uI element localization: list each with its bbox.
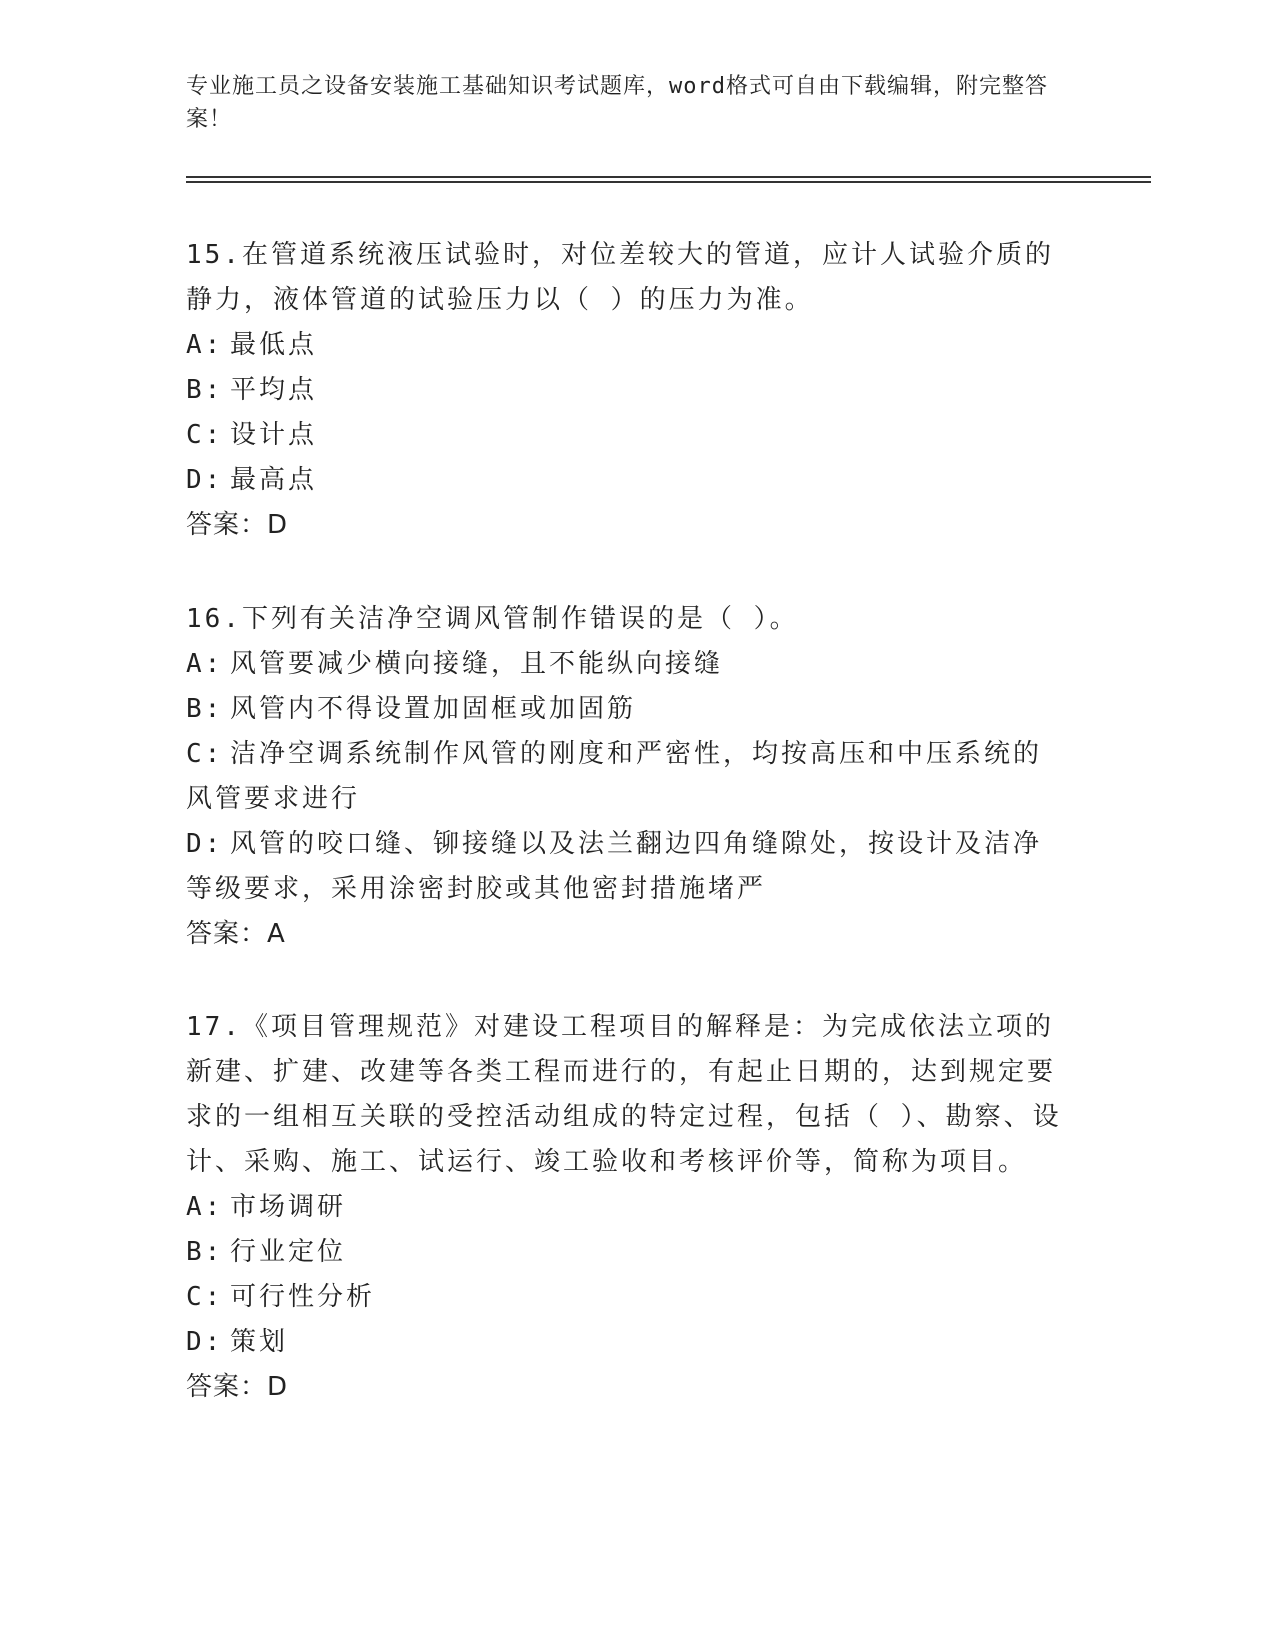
option-b xyxy=(186,687,1066,732)
option-text: 风管内不得设置加固框或加固筋 xyxy=(230,694,637,724)
option-text: 风管要减少横向接缝，且不能纵向接缝 xyxy=(230,649,724,679)
option-letter: A: xyxy=(186,649,224,679)
question-stem: 17.《项目管理规范》对建设工程项目的解释是：为完成依法立项的新建、扩建、改建等各类工程而进行的，有起止日期的，达到规定要求的一组相互关联的受控活动组成的特定过程，包括（ ）、勘察、设计、采购、施工、试运行、竣工验收和考核评价等，简称为项目。 xyxy=(186,1012,1062,1177)
answer-line: 答案：A xyxy=(186,919,286,949)
option-d xyxy=(186,458,1066,503)
option-text: 可行性分析 xyxy=(230,1282,376,1312)
option-c xyxy=(186,1275,1066,1320)
option-letter: C: xyxy=(186,420,224,450)
option-c xyxy=(186,413,1066,458)
option-text: 最低点 xyxy=(230,330,318,360)
option-letter: B: xyxy=(186,694,224,724)
answer-line: 答案：D xyxy=(186,1372,289,1402)
option-text: 市场调研 xyxy=(230,1192,347,1222)
question-15 xyxy=(186,233,1066,548)
option-text: 最高点 xyxy=(230,465,318,495)
option-text: 洁净空调系统制作风管的刚度和严密性，均按高压和中压系统的风管要求进行 xyxy=(186,739,1043,814)
option-letter: A: xyxy=(186,330,224,360)
option-letter: A: xyxy=(186,1192,224,1222)
answer-line: 答案：D xyxy=(186,510,289,540)
option-text: 平均点 xyxy=(230,375,318,405)
header-rule-bottom xyxy=(186,181,1151,183)
option-letter: D: xyxy=(186,829,224,859)
option-c xyxy=(186,732,1066,822)
option-letter: B: xyxy=(186,375,224,405)
option-text: 风管的咬口缝、铆接缝以及法兰翻边四角缝隙处，按设计及洁净等级要求，采用涂密封胶或其他密封措施堵严 xyxy=(186,829,1043,904)
option-d xyxy=(186,822,1066,912)
question-stem: 15.在管道系统液压试验时，对位差较大的管道，应计人试验介质的静力，液体管道的试验压力以（ ）的压力为准。 xyxy=(186,240,1054,315)
option-a xyxy=(186,642,1066,687)
option-text: 策划 xyxy=(230,1327,289,1357)
option-letter: C: xyxy=(186,739,224,769)
option-d xyxy=(186,1320,1066,1365)
question-16 xyxy=(186,597,1066,957)
option-text: 设计点 xyxy=(230,420,318,450)
option-b xyxy=(186,368,1066,413)
question-stem: 16.下列有关洁净空调风管制作错误的是（ ）。 xyxy=(186,604,799,634)
option-text: 行业定位 xyxy=(230,1237,347,1267)
header-rule-top xyxy=(186,176,1151,178)
option-a xyxy=(186,323,1066,368)
question-17 xyxy=(186,1005,1066,1410)
option-a xyxy=(186,1185,1066,1230)
option-letter: D: xyxy=(186,1327,224,1357)
document-header: 专业施工员之设备安装施工基础知识考试题库，word格式可自由下载编辑，附完整答案！ xyxy=(186,74,1048,132)
option-b xyxy=(186,1230,1066,1275)
option-letter: B: xyxy=(186,1237,224,1267)
option-letter: C: xyxy=(186,1282,224,1312)
option-letter: D: xyxy=(186,465,224,495)
